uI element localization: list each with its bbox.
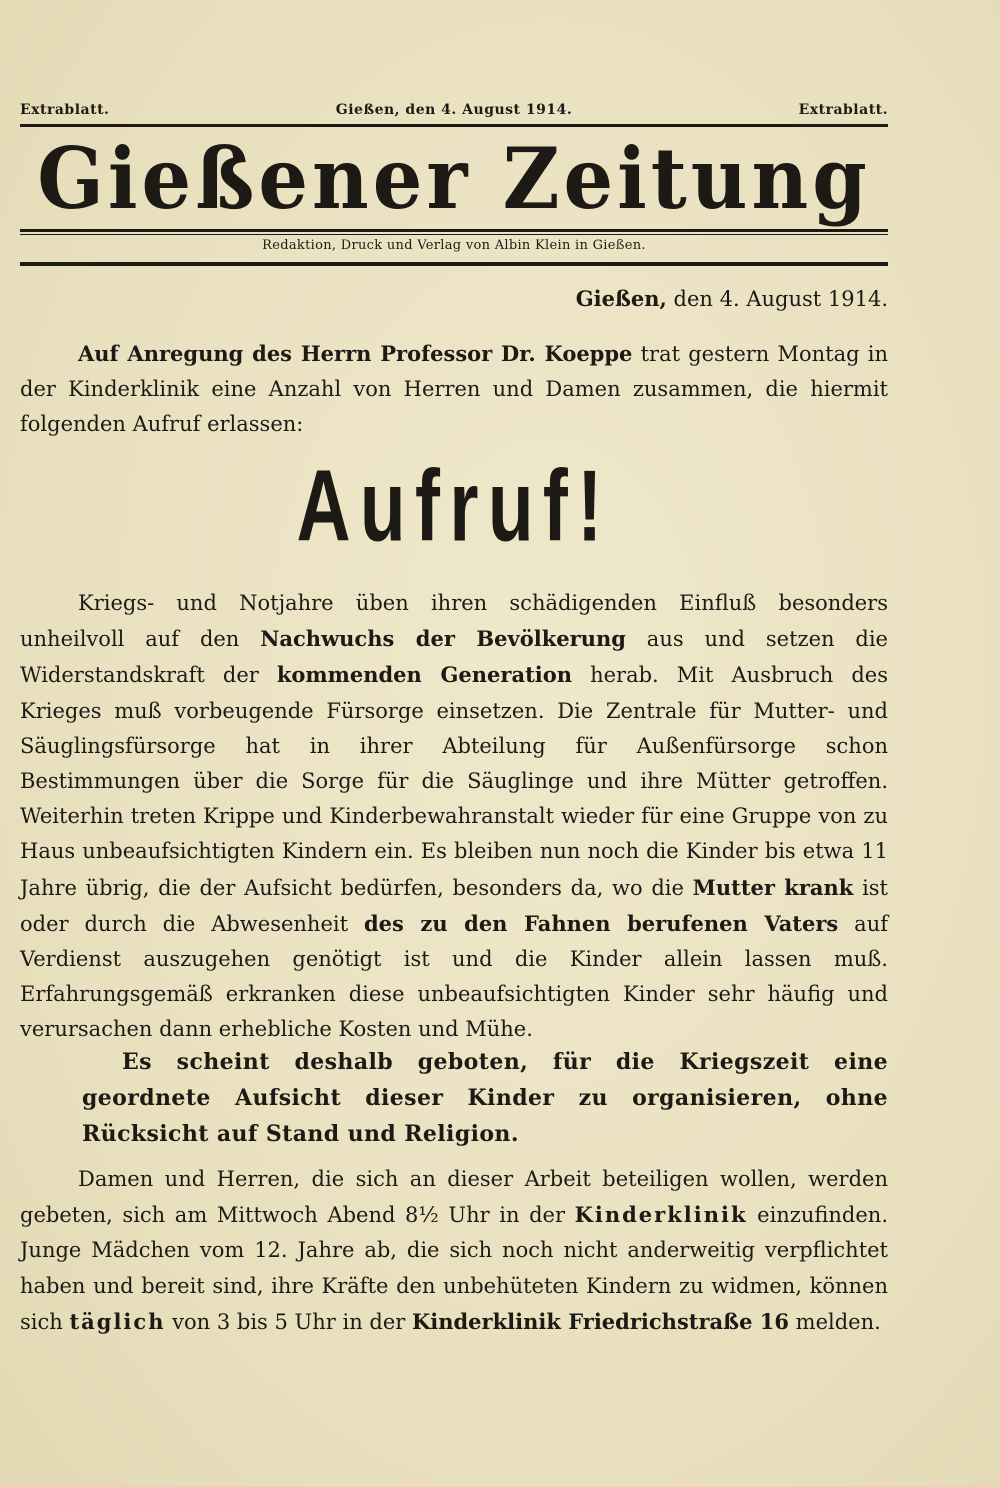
intro-rest: trat gestern Montag in der Kinderklinik eine Anzahl von Herren und Damen zusammen, die hiermit folgenden Aufruf erlassen:: [20, 342, 889, 436]
header-left: Extrablatt.: [20, 102, 110, 118]
imprint-rule: [20, 262, 888, 266]
header-right: Extrablatt.: [798, 102, 888, 118]
body1-text-i: auf Verdienst auszugehen genötigt ist und die Kinder allein lassen muß. Erfahrungsgemäß erkranken diese unbeaufsichtigten Kinder sehr häufig und verursachen dann erhebliche Kosten und Mühe.: [20, 911, 888, 1042]
top-rule: [20, 124, 888, 127]
headline: Aufruf!: [296, 450, 612, 563]
imprint-line: Redaktion, Druck und Verlag von Albin Klein in Gießen.: [262, 238, 646, 253]
body1-bold-h: des zu den Fahnen berufenen Vaters: [363, 910, 839, 936]
body1-text-a: Kriegs- und Notjahre üben ihren schädigenden Einfluß besonders unheilvoll auf den: [20, 591, 888, 652]
body2-text-a: Damen und Herren, die sich an dieser Arbeit beteiligen wollen, werden gebeten, sich am Mittwoch Abend 8½ Uhr in der: [20, 1167, 888, 1228]
body2-bold-d: täglich: [69, 1308, 166, 1334]
masthead-rule-top: [20, 229, 888, 232]
dateline: [576, 286, 888, 311]
body2-text-e: von 3 bis 5 Uhr in der: [165, 1309, 412, 1334]
body1-text-e: herab. Mit Ausbruch des Krieges muß vorbeugende Fürsorge einsetzen. Die Zentrale für Mutter- und Säuglingsfürsorge hat in ihrer Abteilung für Außenfürsorge schon Bestimmungen über die Sorge für die Säuglinge und ihre Mütter getroffen. Weiterhin treten Krippe und Kinderbewahranstalt wieder für eine Gruppe von zu Haus unbeaufsichtigten Kindern ein. Es bleiben nun noch die Kinder bis etwa 11 Jahre übrig, die der Aufsicht bedürfen, besonders da, wo die: [20, 663, 888, 900]
masthead-title: Gießener Zeitung: [37, 130, 871, 229]
body1-bold-d: kommenden Generation: [276, 662, 573, 688]
masthead-rule-thin: [20, 234, 888, 235]
callout-paragraph: Es scheint deshalb geboten, für die Kriegszeit eine geordnete Aufsicht dieser Kinder zu organisieren, ohne Rücksicht auf Stand und Religion.: [82, 1049, 888, 1147]
body2-bold-b: Kinderklinik: [574, 1202, 748, 1228]
intro-paragraph: [20, 336, 888, 442]
body2-text-c: einzufinden. Junge Mädchen vom 12. Jahre ab, die sich noch nicht anderweitig verpflichtet haben und bereit sind, ihre Kräfte den unbehüteten Kindern zu widmen, können sich: [20, 1203, 888, 1334]
dateline-place: Gießen,: [575, 286, 667, 311]
header-line: [20, 102, 888, 118]
body-paragraph-1: [20, 586, 888, 1048]
body1-bold-b: Nachwuchs der Bevölkerung: [260, 626, 626, 652]
intro-bold: Auf Anregung des Herrn Professor Dr. Koeppe: [78, 341, 633, 366]
dateline-date: den 4. August 1914.: [673, 287, 888, 311]
body1-text-c: aus und setzen die Widerstandskraft der: [20, 627, 888, 688]
body-paragraph-2: [20, 1162, 888, 1340]
body1-bold-f: Mutter krank: [692, 874, 854, 900]
body2-text-g: melden.: [789, 1309, 881, 1334]
body1-text-g: ist oder durch die Abwesenheit: [20, 875, 888, 936]
body2-bold-f: Kinderklinik Friedrichstraße 16: [412, 1308, 789, 1334]
header-date: Gießen, den 4. August 1914.: [335, 102, 573, 118]
